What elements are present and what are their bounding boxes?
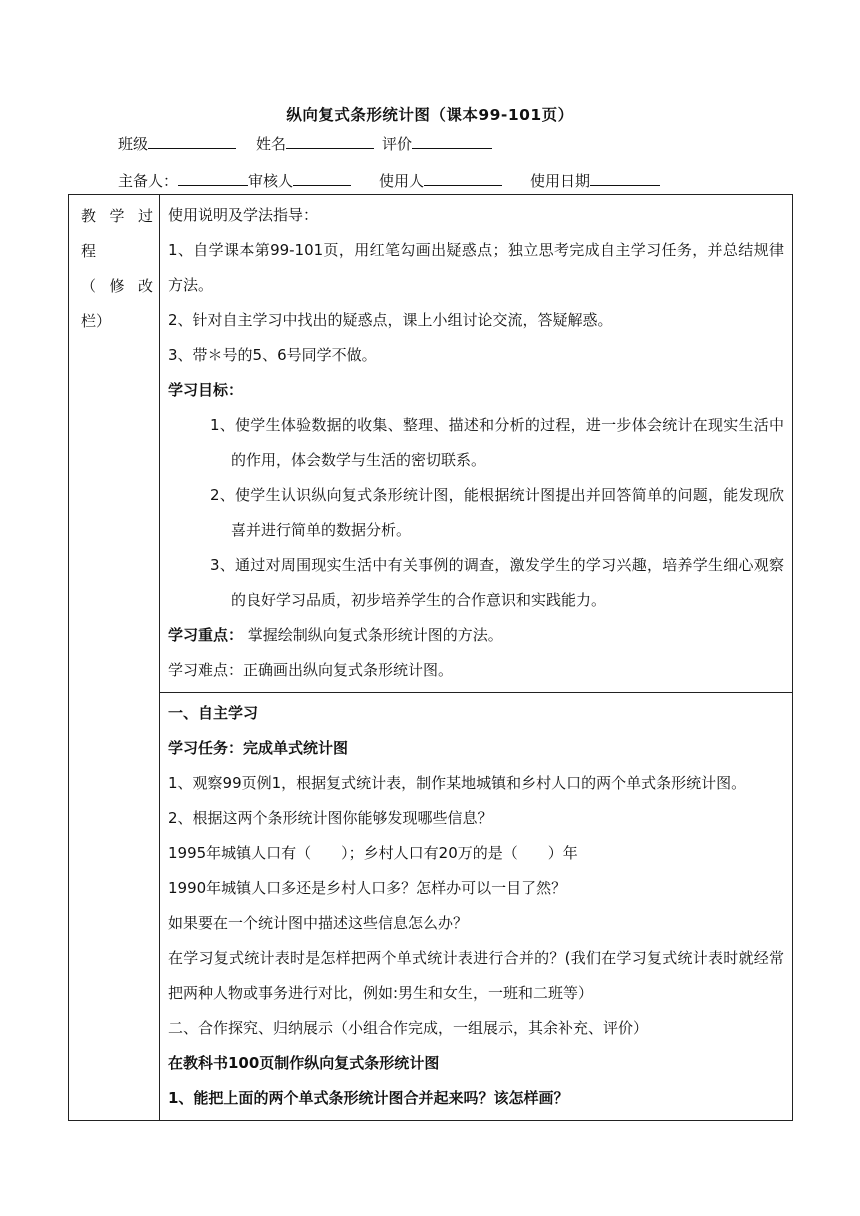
eval-label: 评价 [382, 135, 413, 153]
date-blank [590, 171, 660, 186]
key-text: 掌握绘制纵向复式条形统计图的方法。 [243, 626, 503, 644]
date-label: 使用日期 [530, 172, 591, 190]
goal-item: 3、通过对周围现实生活中有关事例的调查，激发学生的学习兴趣，培养学生细心观察的良好学习品质，初步培养学生的合作意识和实践能力。 [210, 556, 784, 609]
user-blank [424, 171, 502, 186]
left-col-line: 栏） [81, 312, 112, 330]
self-study-heading: 一、自主学习 [168, 704, 259, 722]
class-blank [148, 134, 236, 149]
goal-item: 2、使学生认识纵向复式条形统计图，能根据统计图提出并回答简单的问题，能发现欣喜并进行简单的数据分析。 [210, 486, 784, 539]
instruction-item: 2、针对自主学习中找出的疑惑点，课上小组讨论交流，答疑解惑。 [168, 311, 613, 329]
left-col-line: （修改 [81, 277, 153, 295]
revision-column [69, 195, 160, 1121]
bold-task: 在教科书100页制作纵向复式条形统计图 [168, 1054, 440, 1072]
goal-item: 1、使学生体验数据的收集、整理、描述和分析的过程，进一步体会统计在现实生活中的作用，体会数学与生活的密切联系。 [210, 416, 784, 469]
key-label: 学习重点： [168, 626, 244, 644]
reviewer-label: 审核人 [248, 172, 294, 190]
reviewer-blank [293, 171, 351, 186]
staff-info-line [118, 170, 660, 191]
preparer-label: 主备人： [118, 172, 179, 190]
task-line: 二、合作探究、归纳展示（小组合作完成，一组展示，其余补充、评价） [168, 1019, 649, 1037]
lesson-table [68, 194, 793, 1121]
task-line: 1、观察99页例1，根据复式统计表，制作某地城镇和乡村人口的两个单式条形统计图。 [168, 774, 747, 792]
difficulty-point: 学习难点：正确画出纵向复式条形统计图。 [168, 661, 454, 679]
student-info-line [118, 133, 492, 154]
task-line: 在学习复式统计表时是怎样把两个单式统计表进行合并的？(我们在学习复式统计表时就经常把两种人物或事务进行对比，例如:男生和女生，一班和二班等） [168, 949, 784, 1002]
instruction-item: 1、自学课本第99-101页，用红笔勾画出疑惑点；独立思考完成自主学习任务，并总结规律方法。 [168, 241, 784, 294]
eval-blank [412, 134, 492, 149]
user-label: 使用人 [379, 172, 425, 190]
left-col-line: 程 [81, 242, 97, 260]
class-label: 班级 [118, 135, 149, 153]
self-study-cell [160, 693, 793, 1121]
bold-task: 1、能把上面的两个单式条形统计图合并起来吗？该怎样画？ [168, 1089, 569, 1107]
task-line: 1995年城镇人口有（ ）；乡村人口有20万的是（ ）年 [168, 844, 578, 862]
key-point [168, 618, 784, 653]
instructions-heading: 使用说明及学法指导： [168, 206, 319, 224]
task-line: 如果要在一个统计图中描述这些信息怎么办？ [168, 914, 469, 932]
task-line: 1990年城镇人口多还是乡村人口多？怎样办可以一目了然？ [168, 879, 567, 897]
name-blank [286, 134, 374, 149]
instruction-item: 3、带＊号的5、6号同学不做。 [168, 346, 377, 364]
goals-heading: 学习目标： [168, 381, 244, 399]
name-label: 姓名 [256, 135, 287, 153]
instructions-cell [160, 195, 793, 693]
preparer-blank [178, 171, 248, 186]
page-title: 纵向复式条形统计图（课本99-101页） [286, 106, 574, 124]
task-heading: 学习任务：完成单式统计图 [168, 739, 349, 757]
task-line: 2、根据这两个条形统计图你能够发现哪些信息？ [168, 809, 493, 827]
left-col-line: 教学过 [81, 207, 153, 225]
